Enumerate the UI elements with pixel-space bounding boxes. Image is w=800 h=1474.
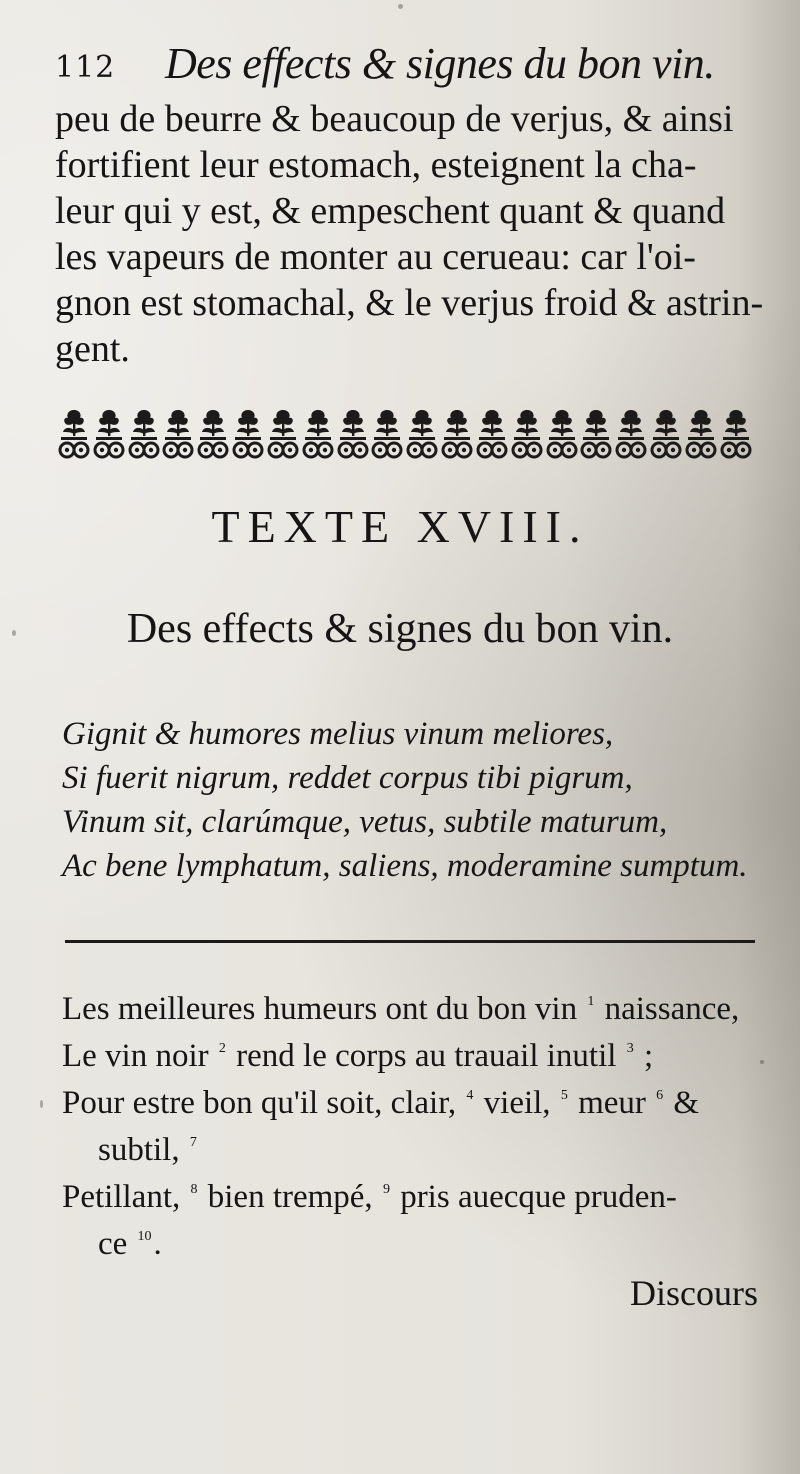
paper-speck [398,4,403,9]
running-title: Des effects & signes du bon vin. [165,39,715,88]
verse-text: Petillant, [62,1179,189,1215]
verse-text: Les meilleures humeurs ont du bon vin [62,991,586,1027]
latin-verse-line: Si fuerit nigrum, reddet corpus tibi pigrum, [62,760,633,796]
fleuron-icon [93,406,125,462]
fleuron-icon [267,406,299,462]
footnote-marker: 10 [137,1229,152,1244]
fleuron-icon [302,406,334,462]
body-line: leur qui y est, & empeschent quant & quand [55,190,726,232]
body-line: gent. [55,328,130,370]
verse-text: bien trempé, [199,1179,381,1215]
latin-verse [62,712,762,888]
footnote-marker: 3 [626,1041,634,1056]
french-verse [62,982,762,1264]
fleuron-icon [441,406,473,462]
verse-text: vieil, [475,1085,559,1121]
footnote-marker: 2 [218,1041,226,1056]
verse-text: ce [98,1226,136,1262]
footnote-marker: 5 [560,1088,568,1103]
fleuron-icon [406,406,438,462]
verse-text: . [153,1226,162,1262]
footnote-marker: 8 [190,1182,198,1197]
verse-text: pris auecque pruden- [391,1179,677,1215]
fleuron-icon [615,406,647,462]
verse-text: rend le corps au trauail inutil [227,1038,625,1074]
fleuron-icon [546,406,578,462]
fleuron-band-icon [58,404,752,464]
french-verse-line [62,1076,762,1123]
french-verse-line [62,1123,762,1170]
horizontal-rule [65,940,755,943]
fleuron-icon [685,406,717,462]
verse-text: ; [635,1038,654,1074]
verse-text: naissance, [596,991,740,1027]
latin-verse-line: Ac bene lymphatum, saliens, moderamine sumptum. [62,848,748,884]
body-line: les vapeurs de monter au cerueau: car l'oi- [55,236,696,278]
fleuron-icon [337,406,369,462]
french-verse-line [62,1217,762,1264]
verse-text: Le vin noir [62,1038,217,1074]
fleuron-icon [58,406,90,462]
footnote-marker: 4 [466,1088,474,1103]
fleuron-icon [162,406,194,462]
french-verse-line [62,982,762,1029]
body-line: gnon est stomachal, & le verjus froid & astrin- [55,282,764,324]
fleuron-icon [371,406,403,462]
paper-speck [40,1100,43,1108]
body-paragraph [55,96,764,372]
fleuron-icon [580,406,612,462]
verse-text: subtil, [98,1132,188,1168]
french-verse-line [62,1170,762,1217]
section-subtitle: Des effects & signes du bon vin. [126,606,674,652]
french-verse-line [62,1029,762,1076]
verse-text: meur [569,1085,655,1121]
footnote-marker: 1 [587,994,595,1009]
fleuron-icon [197,406,229,462]
fleuron-icon [511,406,543,462]
latin-verse-line: Vinum sit, clarúmque, vetus, subtile maturum, [62,804,668,840]
page-number: 112 [55,50,116,85]
catchword: Discours [630,1273,758,1313]
fleuron-icon [650,406,682,462]
running-head [55,38,755,88]
footnote-marker: 7 [189,1135,197,1150]
paper-speck [760,1060,764,1064]
fleuron-icon [720,406,752,462]
body-line: peu de beurre & beaucoup de verjus, & ainsi [55,98,734,140]
fleuron-icon [128,406,160,462]
latin-verse-line: Gignit & humores melius vinum meliores, [62,716,614,752]
footnote-marker: 9 [382,1182,390,1197]
section-heading: TEXTE XVIII. [211,501,589,552]
footnote-marker: 6 [656,1088,664,1103]
verse-text: Pour estre bon qu'il soit, clair, [62,1085,465,1121]
fleuron-icon [476,406,508,462]
body-line: fortifient leur estomach, esteignent la cha- [55,144,697,186]
verse-text: & [665,1085,700,1121]
paper-speck [12,630,16,636]
fleuron-icon [232,406,264,462]
